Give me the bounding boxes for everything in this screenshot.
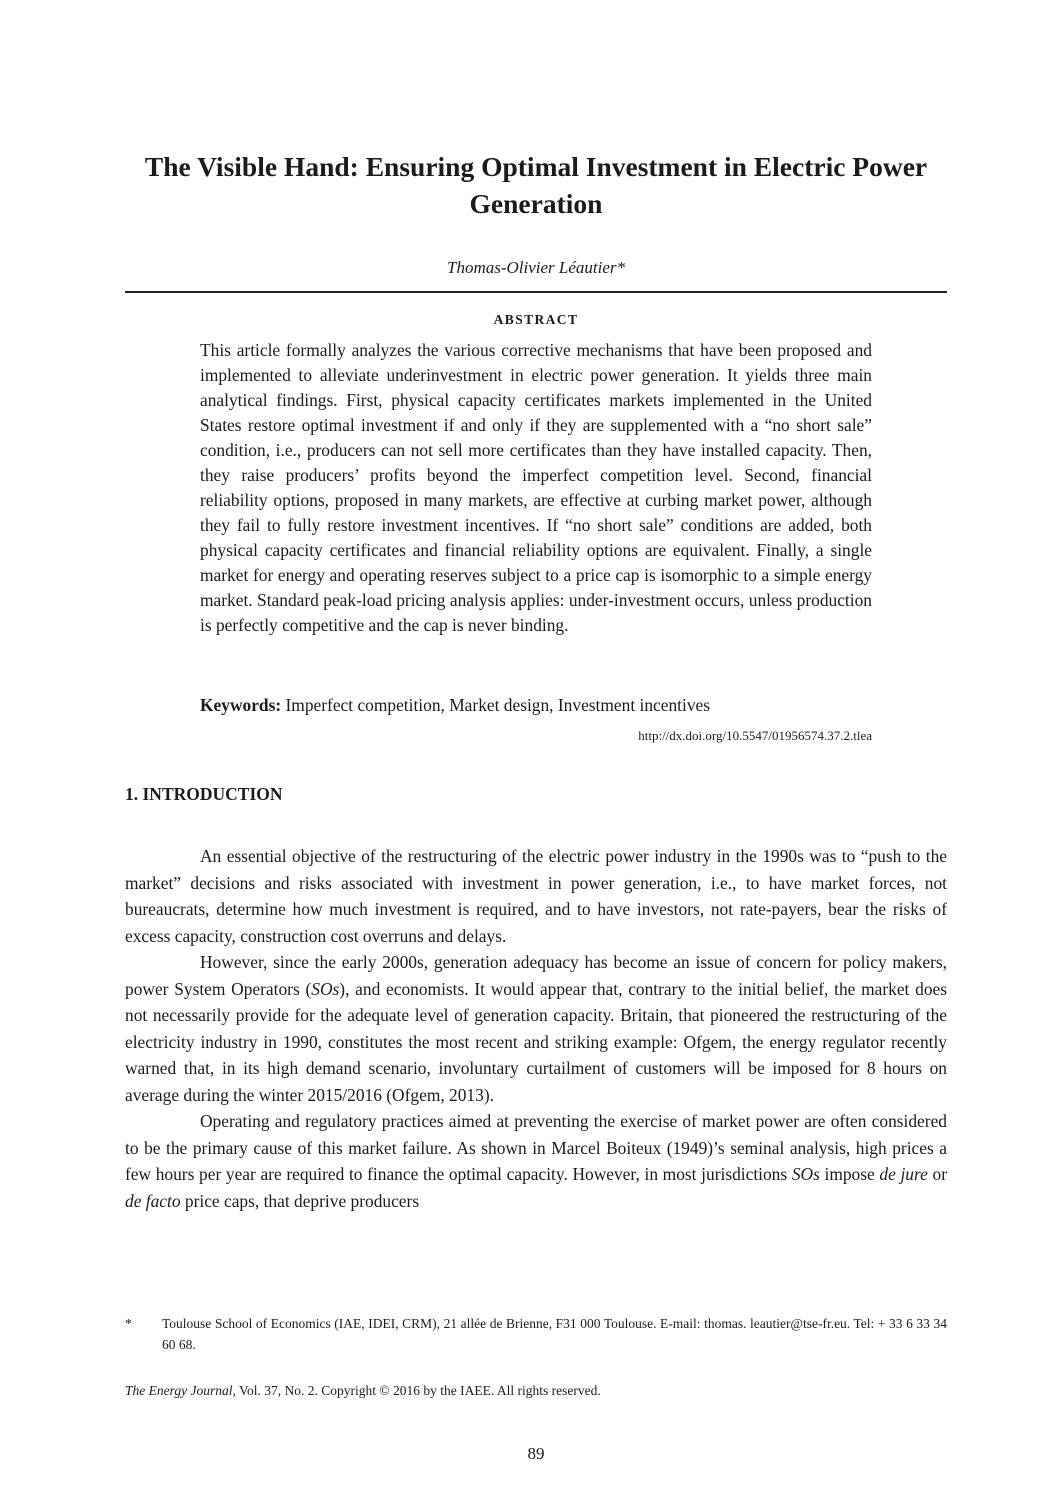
section-heading: 1. INTRODUCTION xyxy=(125,784,283,804)
journal-name: The Energy Journal xyxy=(125,1383,233,1398)
title-divider xyxy=(125,291,947,293)
footnote-mark: * xyxy=(125,1316,132,1331)
page-number: 89 xyxy=(527,1444,545,1463)
paragraph-3: Operating and regulatory practices aimed at preventing the exercise of market power are often considered to be the primary cause of this market failure. As shown in Marcel Boiteux (1949)’s seminal analysis, high prices a few hours per year are required to finance the optimal capacity. However, in most jurisdictions SOs impose de jure or de facto price caps, that deprive producers xyxy=(125,1111,948,1211)
paragraph-1: An essential objective of the restructuring of the electric power industry in the 1990s was to “push to the market” decisions and risks associated with investment in power generation, i.e., to have market forces, not bureaucrats, determine how much investment is required, and to have investors, not rate-payers, bear the risks of excess capacity, construction cost overruns and delays. xyxy=(125,846,947,946)
abstract-heading: ABSTRACT xyxy=(493,312,579,327)
keywords-line xyxy=(200,694,872,716)
body-text xyxy=(125,843,947,1214)
paper-title: The Visible Hand: Ensuring Optimal Investment in Electric Power Generation xyxy=(144,151,928,219)
footnote xyxy=(125,1313,947,1355)
abstract-text: This article formally analyzes the various corrective mechanisms that have been proposed and implemented to alleviate underinvestment in electric power generation. It yields three main analytical findings. First, physical capacity certificates markets implemented in the United States restore optimal investment if and only if they are supplemented with a “no short sale” condition, i.e., producers can not sell more certificates than they have installed capacity. Then, they raise producers’ profits beyond the imperfect competition level. Second, financial reliability options, proposed in many markets, are effective at curbing market power, although they fail to fully restore investment incentives. If “no short sale” conditions are added, both physical capacity certificates and financial reliability options are equivalent. Finally, a single market for energy and operating reserves subject to a price cap is isomorphic to a simple energy market. Standard peak-load pricing analysis applies: under-investment occurs, unless production is perfectly competitive and the cap is never binding. xyxy=(200,340,872,635)
footnote-text: Toulouse School of Economics (IAE, IDEI, CRM), 21 allée de Brienne, F31 000 Toulouse. E-mail: thomas. leautier@tse-fr.eu. Tel: + 33 6 33 34 60 68. xyxy=(162,1316,947,1352)
author-name: Thomas-Olivier Léautier* xyxy=(446,258,626,277)
paragraph-2: However, since the early 2000s, generation adequacy has become an issue of concern for policy makers, power System Operators (SOs), and economists. It would appear that, contrary to the initial belief, the market does not necessarily provide for the adequate level of generation capacity. Britain, that pioneered the restructuring of the electricity industry in 1990, constitutes the most recent and striking example: Ofgem, the energy regulator recently warned that, in its high demand scenario, involuntary curtailment of customers will be imposed for 8 hours on average during the winter 2015/2016 (Ofgem, 2013). xyxy=(125,952,948,1105)
doi-link[interactable]: http://dx.doi.org/10.5547/01956574.37.2.tlea xyxy=(638,728,872,743)
journal-citation xyxy=(125,1383,601,1399)
abstract-block xyxy=(200,338,872,638)
keywords-label: Keywords: xyxy=(200,695,282,715)
journal-copyright: , Vol. 37, No. 2. Copyright © 2016 by the IAEE. All rights reserved. xyxy=(232,1383,601,1398)
keywords-list: Imperfect competition, Market design, Investment incentives xyxy=(285,695,711,715)
